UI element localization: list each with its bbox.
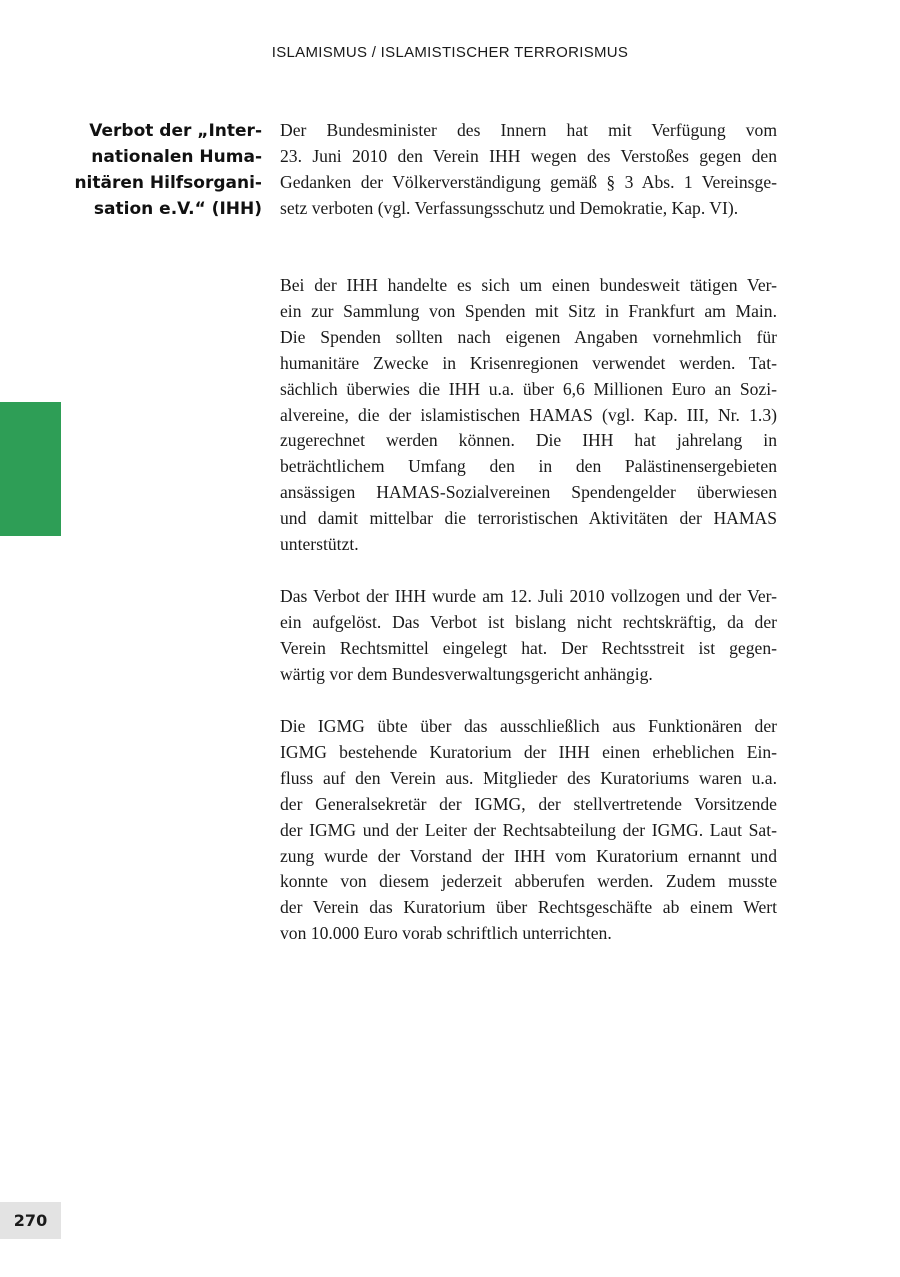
section-side-heading [60,118,262,222]
text-line: der Verein das Kuratorium über Rechtsgeschäfte ab einem Wert [280,897,777,918]
text-line: der IGMG und der Leiter der Rechtsabteilung der IGMG. Laut Sat- [280,819,777,840]
text-line: ein aufgelöst. Das Verbot ist bislang nicht rechtskräftig, da der [280,611,777,632]
side-heading-line: nitären Hilfsorgani- [74,173,262,193]
text-line: wärtig vor dem Bundesverwaltungsgericht anhängig. [280,663,653,684]
text-line: 23. Juni 2010 den Verein IHH wegen des Verstoßes gegen den [280,145,777,166]
text-line: ansässigen HAMAS-Sozialvereinen Spendengelder überwiesen [280,482,777,503]
text-line: zung wurde der Vorstand der IHH vom Kuratorium ernannt und [280,845,777,866]
text-line: Das Verbot der IHH wurde am 12. Juli 2010 vollzogen und der Ver- [280,586,777,606]
paragraph-igmg-influence [280,714,777,947]
text-line: alvereine, die der islamistischen HAMAS (vgl. Kap. III, Nr. 1.3) [280,404,777,425]
side-heading-line: sation e.V.“ (IHH) [93,199,262,219]
text-line: sächlich überwies die IHH u.a. über 6,6 Millionen Euro an Sozi- [280,378,777,399]
side-heading-line: Verbot der „Inter- [89,121,262,141]
text-line: beträchtlichem Umfang den in den Palästinensergebieten [280,456,777,477]
text-line: IGMG bestehende Kuratorium der IHH einen erheblichen Ein- [280,741,777,762]
running-header: ISLAMISMUS / ISLAMISTISCHER TERRORISMUS [271,44,629,61]
text-line: Bei der IHH handelte es sich um einen bundesweit tätigen Ver- [280,275,777,295]
side-heading-line: nationalen Huma- [91,147,262,167]
text-line: fluss auf den Verein aus. Mitglieder des Kuratoriums waren u.a. [280,767,777,788]
paragraph-ihh-ban [280,118,777,222]
text-line: konnte von diesem jederzeit abberufen werden. Zudem musste [280,871,777,892]
paragraph-ihh-description [280,273,777,558]
chapter-marker-tab [0,402,61,536]
page-number: 270 [13,1211,48,1230]
paragraph-ban-enforcement [280,584,777,688]
text-line: der Generalsekretär der IGMG, der stellvertretende Vorsitzende [280,793,777,814]
text-line: setz verboten (vgl. Verfassungsschutz und Demokratie, Kap. VI). [280,197,739,218]
page-number-box [0,1202,61,1239]
text-line: Gedanken der Völkerverständigung gemäß § 3 Abs. 1 Vereinsge- [280,171,777,192]
text-line: von 10.000 Euro vorab schriftlich unterrichten. [280,923,612,944]
text-line: und damit mittelbar die terroristischen Aktivitäten der HAMAS [280,508,777,529]
text-line: zugerechnet werden können. Die IHH hat jahrelang in [280,430,777,451]
text-line: Verein Rechtsmittel eingelegt hat. Der Rechtsstreit ist gegen- [280,637,777,658]
text-line: Der Bundesminister des Innern hat mit Verfügung vom [280,120,777,140]
text-line: Die Spenden sollten nach eigenen Angaben vornehmlich für [280,326,777,347]
text-line: Die IGMG übte über das ausschließlich aus Funktionären der [280,716,777,736]
text-line: unterstützt. [280,534,359,555]
text-line: humanitäre Zwecke in Krisenregionen verwendet werden. Tat- [280,352,777,373]
text-line: ein zur Sammlung von Spenden mit Sitz in Frankfurt am Main. [280,300,777,321]
